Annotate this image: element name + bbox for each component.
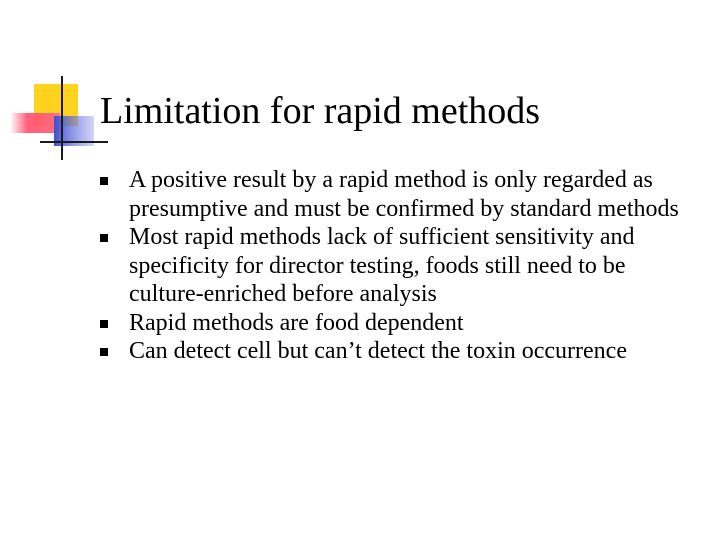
logo-horizontal-line <box>40 141 108 143</box>
bullet-item <box>99 166 699 223</box>
bullet-item <box>99 337 699 366</box>
square-bullet-icon <box>100 177 108 185</box>
square-bullet-icon <box>100 348 108 356</box>
square-cluster-logo <box>0 0 110 170</box>
bullet-text: Most rapid methods lack of sufficient sensitivity and specificity for director testing, foods still need to be culture-enriched before analysis <box>129 224 635 307</box>
slide-title: Limitation for rapid methods <box>100 90 541 132</box>
bullet-text: Rapid methods are food dependent <box>129 309 464 336</box>
bullet-text: Can detect cell but can’t detect the toxin occurrence <box>129 338 627 364</box>
square-bullet-icon <box>100 320 108 328</box>
logo-vertical-line <box>61 76 63 160</box>
bullet-item <box>99 309 699 338</box>
square-bullet-icon <box>100 234 108 242</box>
bullet-text: A positive result by a rapid method is only regarded as presumptive and must be confirmed by standard methods <box>129 167 679 222</box>
bullet-item <box>99 223 699 309</box>
bullet-list <box>99 166 699 366</box>
logo-red-square <box>10 113 60 133</box>
